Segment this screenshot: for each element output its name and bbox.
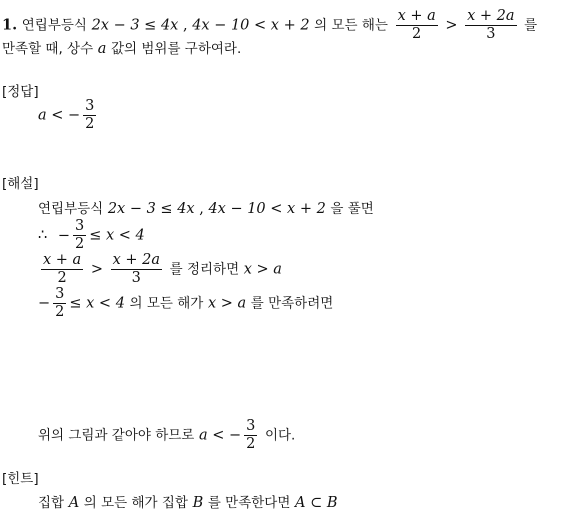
solution-line-2 (38, 218, 145, 253)
therefore-symbol: ∴ (38, 227, 48, 244)
solution-l4-tail: 를 만족하려면 (250, 295, 334, 312)
problem-lead: 연립부등식 (21, 17, 87, 34)
problem-number: 1. (2, 16, 18, 34)
solution-line-5 (38, 418, 295, 453)
fraction-denominator: 3 (486, 26, 496, 42)
solution-l4-range: ≤ x < 4 (69, 295, 125, 312)
solution-line-1 (38, 200, 374, 218)
fraction-numerator: x + 2a (467, 8, 515, 24)
answer-line (38, 98, 99, 133)
problem-sep: , (182, 17, 188, 34)
problem-fraction-2 (465, 8, 516, 43)
solution-line-4 (38, 286, 333, 321)
solution-l3-gt: > (90, 261, 103, 278)
solution-l3-fraction-1 (41, 252, 83, 287)
answer-header: [정답] (2, 84, 39, 100)
solution-l5-expr: a < − (198, 427, 242, 444)
solution-l5-fraction (244, 418, 257, 453)
solution-l1-tail: 을 풀면 (330, 201, 374, 217)
fraction-denominator: 2 (85, 116, 95, 132)
problem-mid: 의 모든 해는 (314, 17, 388, 34)
solution-l2-minus: − (57, 227, 70, 244)
problem-fraction-1 (396, 8, 438, 43)
solution-line-3 (38, 252, 282, 287)
fraction-numerator: x + a (43, 252, 82, 268)
solution-l1-sep: , (199, 201, 204, 217)
solution-l4-mid: 의 모든 해가 (129, 295, 204, 312)
problem-var-a: a (97, 41, 107, 57)
solution-l4-fraction (53, 286, 66, 321)
fraction-denominator: 2 (57, 270, 67, 286)
fraction-denominator: 2 (75, 236, 85, 252)
answer-expr: a < − (38, 107, 81, 124)
solution-l1-ineq2: 4x − 10 < x + 2 (208, 201, 326, 217)
solution-l4-minus: − (38, 295, 51, 312)
solution-l5-lead: 위의 그림과 같아야 하므로 (38, 427, 195, 444)
fraction-numerator: x + a (397, 8, 436, 24)
problem-ineq2: 4x − 10 < x + 2 (192, 17, 310, 34)
solution-l4-cond: x > a (207, 295, 247, 312)
problem-line2-lead: 만족할 때, 상수 (2, 41, 94, 57)
fraction-numerator: x + 2a (112, 252, 160, 268)
solution-l3-result: x > a (243, 261, 282, 278)
hint-mid1: 의 모든 해가 집합 (83, 495, 188, 511)
hint-mid2: 를 만족한다면 (207, 495, 291, 511)
hint-line (38, 494, 338, 512)
solution-l2-fraction (73, 218, 86, 253)
fraction-denominator: 2 (412, 26, 422, 42)
problem-gt: > (445, 17, 458, 34)
problem-line-1 (2, 8, 537, 43)
fraction-denominator: 3 (131, 270, 141, 286)
fraction-numerator: 3 (246, 418, 256, 434)
fraction-numerator: 3 (85, 98, 95, 114)
solution-l1-lead: 연립부등식 (38, 201, 104, 217)
hint-set-a: A (68, 495, 80, 511)
fraction-numerator: 3 (55, 286, 65, 302)
problem-tail: 를 (524, 17, 538, 34)
solution-l1-ineq1: 2x − 3 ≤ 4x (107, 201, 195, 217)
problem-ineq1: 2x − 3 ≤ 4x (91, 17, 179, 34)
hint-relation: A ⊂ B (295, 495, 338, 511)
solution-l5-tail: 이다. (264, 427, 296, 444)
fraction-denominator: 2 (246, 436, 256, 452)
solution-l3-mid: 를 정리하면 (169, 261, 240, 278)
solution-l2-rest: ≤ x < 4 (89, 227, 145, 244)
answer-fraction (83, 98, 96, 133)
solution-l3-fraction-2 (111, 252, 162, 287)
hint-set-b: B (192, 495, 204, 511)
fraction-denominator: 2 (55, 304, 65, 320)
hint-lead: 집합 (38, 495, 65, 511)
problem-line-2 (2, 40, 241, 58)
problem-line2-tail: 값의 범위를 구하여라. (111, 41, 242, 57)
solution-header: [해설] (2, 176, 39, 192)
hint-header: [힌트] (2, 471, 39, 487)
fraction-numerator: 3 (75, 218, 85, 234)
